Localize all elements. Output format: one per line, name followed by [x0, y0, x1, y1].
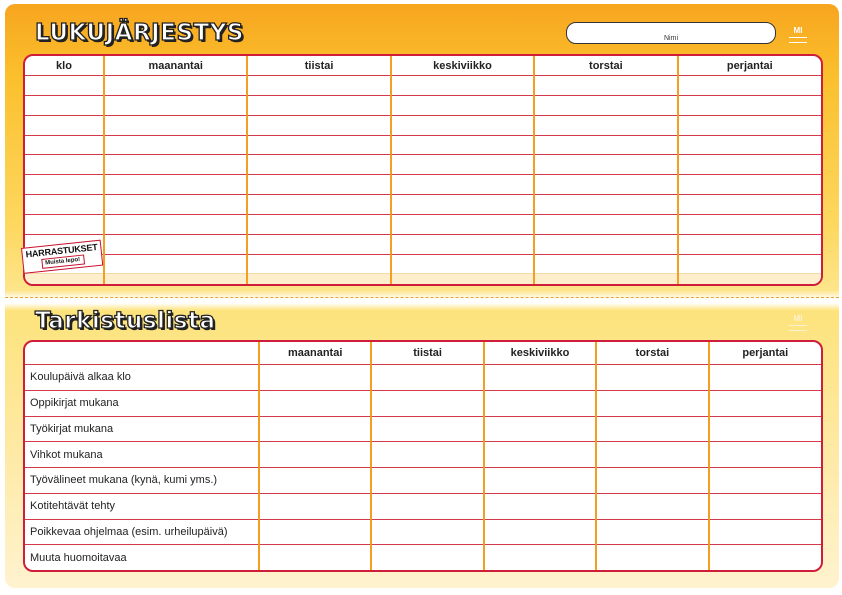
schedule-column-header: torstai [534, 56, 677, 76]
schedule-cell[interactable] [25, 76, 104, 96]
schedule-cell[interactable] [678, 175, 821, 195]
schedule-cell[interactable] [25, 195, 104, 215]
schedule-row [25, 76, 821, 96]
schedule-cell[interactable] [534, 95, 677, 115]
schedule-cell[interactable] [104, 155, 247, 175]
checklist-row [25, 442, 821, 468]
schedule-cell[interactable] [104, 95, 247, 115]
hobbies-row [25, 274, 821, 284]
checklist-item-label: Työvälineet mukana (kynä, kumi yms.) [25, 468, 259, 494]
schedule-row [25, 195, 821, 215]
checklist-cell[interactable] [484, 365, 596, 391]
schedule-cell[interactable] [25, 135, 104, 155]
schedule-table-frame [23, 54, 823, 286]
schedule-cell[interactable] [104, 254, 247, 274]
checklist-cell[interactable] [709, 519, 821, 545]
checklist-cell[interactable] [371, 442, 483, 468]
schedule-cell[interactable] [534, 115, 677, 135]
schedule-cell[interactable] [534, 155, 677, 175]
schedule-cell[interactable] [25, 274, 104, 284]
checklist-cell[interactable] [709, 493, 821, 519]
schedule-cell[interactable] [534, 135, 677, 155]
schedule-cell[interactable] [391, 95, 534, 115]
schedule-title: LUKUJÄRJESTYS [35, 20, 244, 46]
name-label: Nimi [664, 35, 678, 42]
schedule-cell[interactable] [391, 76, 534, 96]
checklist-cell[interactable] [484, 468, 596, 494]
schedule-table [25, 56, 821, 284]
schedule-cell[interactable] [25, 155, 104, 175]
schedule-cell[interactable] [678, 76, 821, 96]
checklist-cell[interactable] [259, 365, 371, 391]
schedule-row [25, 95, 821, 115]
checklist-cell[interactable] [371, 365, 483, 391]
schedule-cell[interactable] [678, 195, 821, 215]
checklist-cell[interactable] [259, 442, 371, 468]
schedule-cell[interactable] [247, 254, 390, 274]
checklist-row [25, 519, 821, 545]
schedule-row [25, 135, 821, 155]
schedule-cell[interactable] [391, 274, 534, 284]
checklist-row [25, 468, 821, 494]
schedule-cell[interactable] [678, 115, 821, 135]
checklist-cell[interactable] [259, 468, 371, 494]
checklist-item-label: Koulupäivä alkaa klo [25, 365, 259, 391]
schedule-column-header: tiistai [247, 56, 390, 76]
checklist-cell[interactable] [371, 493, 483, 519]
schedule-row [25, 234, 821, 254]
checklist-cell[interactable] [709, 390, 821, 416]
checklist-header-row [25, 342, 821, 365]
checklist-cell[interactable] [484, 493, 596, 519]
checklist-cell[interactable] [371, 390, 483, 416]
checklist-cell[interactable] [709, 442, 821, 468]
checklist-cell[interactable] [596, 390, 708, 416]
checklist-column-header: perjantai [709, 342, 821, 365]
schedule-cell[interactable] [391, 135, 534, 155]
schedule-cell[interactable] [104, 274, 247, 284]
schedule-cell[interactable] [391, 254, 534, 274]
checklist-cell[interactable] [484, 442, 596, 468]
schedule-cell[interactable] [534, 175, 677, 195]
checklist-cell[interactable] [596, 545, 708, 570]
schedule-cell[interactable] [247, 274, 390, 284]
schedule-cell[interactable] [104, 195, 247, 215]
checklist-table-frame [23, 340, 823, 572]
schedule-column-header: keskiviikko [391, 56, 534, 76]
name-field[interactable] [566, 22, 776, 44]
checklist-table [25, 342, 821, 570]
schedule-row [25, 214, 821, 234]
checklist-item-label: Kotitehtävät tehty [25, 493, 259, 519]
schedule-cell[interactable] [25, 115, 104, 135]
checklist-cell[interactable] [596, 493, 708, 519]
schedule-cell[interactable] [247, 76, 390, 96]
checklist-cell[interactable] [709, 365, 821, 391]
schedule-cell[interactable] [104, 214, 247, 234]
cut-line [5, 297, 839, 298]
schedule-column-header: maanantai [104, 56, 247, 76]
checklist-cell[interactable] [259, 493, 371, 519]
checklist-cell[interactable] [484, 545, 596, 570]
schedule-cell[interactable] [104, 234, 247, 254]
schedule-cell[interactable] [104, 135, 247, 155]
hobbies-label: HARRASTUKSET [25, 242, 98, 260]
publisher-logo-icon: MI [787, 314, 809, 330]
schedule-cell[interactable] [678, 214, 821, 234]
checklist-column-header: maanantai [259, 342, 371, 365]
schedule-cell[interactable] [534, 234, 677, 254]
checklist-cell[interactable] [709, 468, 821, 494]
schedule-cell[interactable] [247, 195, 390, 215]
checklist-cell[interactable] [371, 416, 483, 442]
schedule-cell[interactable] [534, 254, 677, 274]
checklist-cell[interactable] [484, 519, 596, 545]
schedule-row [25, 254, 821, 274]
schedule-cell[interactable] [391, 195, 534, 215]
schedule-cell[interactable] [534, 274, 677, 284]
schedule-cell[interactable] [391, 234, 534, 254]
checklist-cell[interactable] [596, 416, 708, 442]
schedule-cell[interactable] [247, 135, 390, 155]
schedule-cell[interactable] [104, 175, 247, 195]
schedule-cell[interactable] [534, 214, 677, 234]
checklist-row [25, 390, 821, 416]
schedule-cell[interactable] [247, 115, 390, 135]
checklist-row [25, 365, 821, 391]
checklist-column-header: keskiviikko [484, 342, 596, 365]
schedule-cell[interactable] [247, 155, 390, 175]
checklist-cell[interactable] [259, 390, 371, 416]
schedule-cell[interactable] [247, 214, 390, 234]
checklist-cell[interactable] [596, 519, 708, 545]
schedule-cell[interactable] [391, 214, 534, 234]
schedule-cell[interactable] [678, 135, 821, 155]
schedule-cell[interactable] [678, 155, 821, 175]
checklist-cell[interactable] [596, 442, 708, 468]
checklist-item-label: Vihkot mukana [25, 442, 259, 468]
schedule-cell[interactable] [678, 274, 821, 284]
schedule-cell[interactable] [534, 195, 677, 215]
schedule-row [25, 115, 821, 135]
schedule-cell[interactable] [534, 76, 677, 96]
checklist-column-header: tiistai [371, 342, 483, 365]
checklist-row [25, 416, 821, 442]
schedule-cell[interactable] [247, 234, 390, 254]
schedule-cell[interactable] [104, 115, 247, 135]
checklist-cell[interactable] [709, 545, 821, 570]
checklist-cell[interactable] [259, 519, 371, 545]
checklist-cell[interactable] [259, 545, 371, 570]
schedule-cell[interactable] [678, 254, 821, 274]
checklist-title: Tarkistuslista [35, 308, 216, 334]
checklist-cell[interactable] [596, 468, 708, 494]
checklist-cell[interactable] [371, 468, 483, 494]
checklist-cell[interactable] [484, 390, 596, 416]
schedule-column-header: klo [25, 56, 104, 76]
checklist-item-label: Työkirjat mukana [25, 416, 259, 442]
checklist-cell[interactable] [596, 365, 708, 391]
schedule-cell[interactable] [104, 76, 247, 96]
checklist-cell[interactable] [371, 545, 483, 570]
checklist-cell[interactable] [259, 416, 371, 442]
checklist-item-label: Poikkevaa ohjelmaa (esim. urheilupäivä) [25, 519, 259, 545]
schedule-cell[interactable] [678, 95, 821, 115]
schedule-cell[interactable] [391, 175, 534, 195]
schedule-row [25, 175, 821, 195]
schedule-header-row [25, 56, 821, 76]
schedule-cell[interactable] [247, 175, 390, 195]
timetable-sheet [5, 4, 839, 588]
checklist-cell[interactable] [371, 519, 483, 545]
schedule-cell[interactable] [678, 234, 821, 254]
hobbies-sub-label: Muista lepo! [41, 254, 85, 268]
checklist-column-header: torstai [596, 342, 708, 365]
checklist-row [25, 493, 821, 519]
publisher-logo-icon: MI [787, 26, 809, 42]
checklist-column-header [25, 342, 259, 365]
schedule-cell[interactable] [25, 175, 104, 195]
checklist-item-label: Muuta huomoitavaa [25, 545, 259, 570]
schedule-cell[interactable] [391, 115, 534, 135]
checklist-item-label: Oppikirjat mukana [25, 390, 259, 416]
schedule-cell[interactable] [25, 95, 104, 115]
checklist-cell[interactable] [484, 416, 596, 442]
checklist-cell[interactable] [709, 416, 821, 442]
checklist-row [25, 545, 821, 570]
schedule-column-header: perjantai [678, 56, 821, 76]
schedule-cell[interactable] [25, 214, 104, 234]
schedule-cell[interactable] [247, 95, 390, 115]
schedule-row [25, 155, 821, 175]
schedule-cell[interactable] [391, 155, 534, 175]
